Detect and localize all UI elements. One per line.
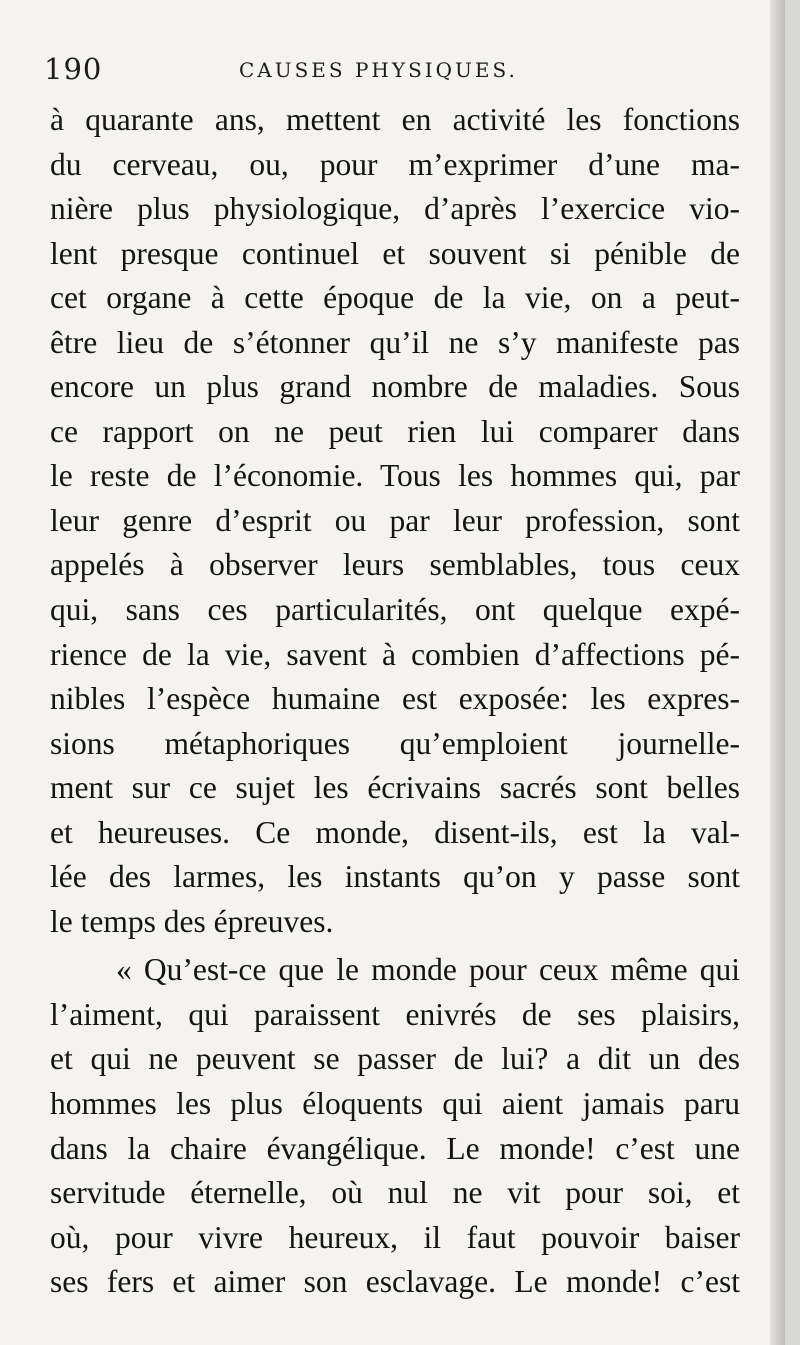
text-line: encore un plus grand nombre de maladies. Sous [50,369,740,405]
text-line: appelés à observer leurs semblables, tous ceux [50,547,740,583]
text-line: et heureuses. Ce monde, disent-ils, est la val- [50,814,740,850]
text-line: l’aiment, qui paraissent enivrés de ses plaisirs, [50,996,740,1032]
text-line: nibles l’espèce humaine est exposée: les expres- [50,681,740,717]
text-line: sions métaphoriques qu’emploient journelle- [50,725,740,761]
text-line: ment sur ce sujet les écrivains sacrés sont belles [50,770,740,806]
text-line: le temps des épreuves. [50,903,334,939]
text-line: qui, sans ces particularités, ont quelque expé- [50,592,740,628]
paragraph-1 [50,98,740,944]
text-line: et qui ne peuvent se passer de lui? a dit un des [50,1041,740,1077]
text-line: cet organe à cette époque de la vie, on a peut- [50,280,740,316]
text-line: hommes les plus éloquents qui aient jamais paru [50,1086,740,1122]
text-line: « Qu’est-ce que le monde pour ceux même qui [116,952,740,988]
text-line: ce rapport on ne peut rien lui comparer dans [50,413,740,449]
text-line: nière plus physiologique, d’après l’exercice vio- [50,191,740,227]
text-line: leur genre d’esprit ou par leur profession, sont [50,502,740,538]
text-line: dans la chaire évangélique. Le monde! c’est une [50,1130,740,1166]
text-line: du cerveau, ou, pour m’exprimer d’une ma- [50,146,740,182]
page-edge-shadow [770,0,785,1345]
paragraph-2 [50,948,740,1304]
text-line: servitude éternelle, où nul ne vit pour soi, et [50,1175,740,1211]
text-line: ses fers et aimer son esclavage. Le monde! c’est [50,1264,740,1300]
text-line: à quarante ans, mettent en activité les fonctions [50,102,740,137]
text-line: être lieu de s’étonner qu’il ne s’y manifeste pas [50,324,740,360]
running-title: CAUSES PHYSIQUES. [239,58,518,82]
text-line: lée des larmes, les instants qu’on y passe sont [50,859,740,895]
page-header [44,52,735,92]
text-line: où, pour vivre heureux, il faut pouvoir baiser [50,1219,740,1255]
text-line: rience de la vie, savent à combien d’affections pé- [50,636,740,672]
text-line: lent presque continuel et souvent si pénible de [50,235,740,271]
body-text [50,98,740,1305]
page-number: 190 [44,52,103,86]
text-line: le reste de l’économie. Tous les hommes qui, par [50,458,740,494]
